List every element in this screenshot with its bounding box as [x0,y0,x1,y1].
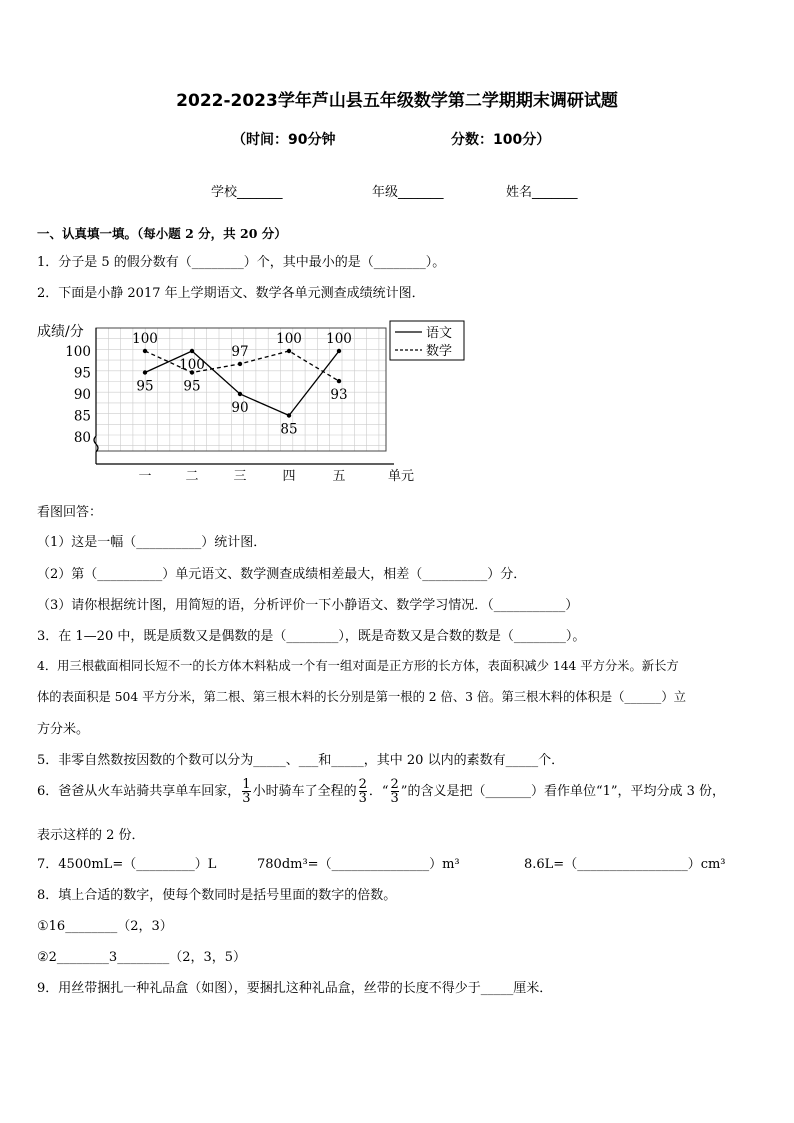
data-point [190,349,194,353]
x-axis-label: 单元 [387,469,415,484]
frac-num: 2 [390,777,399,792]
question-9: 9．用丝带捆扎一种礼品盒（如图），要捆扎这种礼品盒，丝带的长度不得少于_____厘米． [37,981,553,996]
q6-text-c: ．“ [368,784,389,799]
data-point [287,349,291,353]
question-2-2: （2）第（__________）单元语文、数学测查成绩相差最大，相差（__________）分． [37,567,527,582]
frac-den: 3 [358,791,367,806]
question-3: 3．在 1—20 中，既是质数又是偶数的是（________），既是奇数又是合数的数是（________）。 [37,629,586,644]
frac-den: 3 [242,791,251,806]
fraction-two-thirds-quoted [391,778,399,805]
chart-legend [390,321,464,360]
question-2-3: （3）请你根据统计图，用简短的语，分析评价一下小静语文、数学学习情况．（___________） [37,598,579,613]
y-tick-label: 100 [65,344,91,360]
exam-time: （时间：90分钟 [232,132,336,148]
question-6 [37,778,725,805]
data-label: 100 [276,331,302,347]
page-title: 2022-2023学年芦山县五年级数学第二学期期末调研试题 [176,91,618,111]
x-tick-label: 二 [185,469,199,484]
q6-text-a: 6．爸爸从火车站骑共享单车回家， [37,784,241,799]
legend-label: 语文 [426,326,453,341]
frac-num: 2 [358,777,367,792]
question-8-1: ①16________（2，3） [37,919,173,934]
data-label: 100 [326,331,352,347]
data-label: 90 [231,400,249,416]
exam-score: 分数：100分） [451,132,551,148]
question-4-line3: 方分米。 [37,722,90,737]
question-7-a: 7．4500mL=（_________）L [37,857,217,872]
question-7-b: 780dm³=（_______________）m³ [257,857,460,872]
data-label: 95 [183,378,201,395]
data-point [238,392,242,396]
frac-den: 3 [390,791,399,806]
fraction-two-thirds [359,778,367,805]
q2-prompt: 看图回答： [37,505,103,520]
y-tick-label: 95 [73,365,91,382]
section-heading: 一、认真填一填。（每小题 2 分，共 20 分） [37,226,287,241]
data-label: 100 [179,357,205,373]
data-point [143,370,147,374]
question-8: 8．填上合适的数字，使每个数同时是括号里面的数字的倍数。 [37,888,397,903]
y-tick-label: 80 [73,430,91,446]
data-label: 100 [132,331,158,347]
question-7-c: 8.6L=（_________________）cm³ [524,857,726,872]
data-label: 95 [136,378,154,395]
data-point [337,349,341,353]
school-field: 学校_______ [211,185,283,200]
data-label: 85 [280,421,298,438]
fraction-one-third [242,778,250,805]
data-point [238,362,242,366]
y-tick-label: 85 [73,408,91,425]
data-point [287,413,291,417]
grade-field: 年级_______ [372,185,444,200]
question-5: 5．非零自然数按因数的个数可以分为_____、___和_____，其中 20 以内的素数有_____个． [37,753,565,768]
y-axis-label: 成绩/分 [37,324,84,340]
question-2-1: （1）这是一幅（__________）统计图． [37,535,267,550]
x-tick-label: 三 [233,469,247,484]
data-point [143,349,147,353]
exam-meta [232,129,612,149]
line-chart [34,314,474,486]
question-6-line2: 表示这样的 2 份． [37,828,145,843]
question-4-line1: 4．用三根截面相同长短不一的长方体木料粘成一个有一组对面是正方形的长方体，表面积减少 144 平方分米。新长方 [37,659,679,673]
data-label: 93 [330,387,348,404]
x-tick-label: 四 [282,469,296,484]
question-8-2: ②2________3________（2，3，5） [37,950,247,965]
question-4-line2: 体的表面积是 504 平方分米，第二根、第三根木料的长分别是第一根的 2 倍、3 倍。第三根木料的体积是（______）立 [37,690,686,704]
x-tick-label: 五 [332,469,346,484]
q6-text-b: 小时骑车了全程的 [252,784,357,799]
data-point [337,379,341,383]
data-label: 97 [231,343,249,360]
question-2: 2．下面是小静 2017 年上学期语文、数学各单元测查成绩统计图． [37,286,425,301]
frac-num: 1 [242,777,251,792]
chart-labels [37,323,414,484]
legend-label: 数学 [426,344,453,359]
q6-text-d: ”的含义是把（_______）看作单位“1”，平均分成 3 份， [400,784,726,799]
x-tick-label: 一 [138,469,152,484]
question-1: 1．分子是 5 的假分数有（________）个，其中最小的是（________）。 [37,255,446,270]
y-tick-label: 90 [73,387,91,403]
name-field: 姓名_______ [506,185,578,200]
